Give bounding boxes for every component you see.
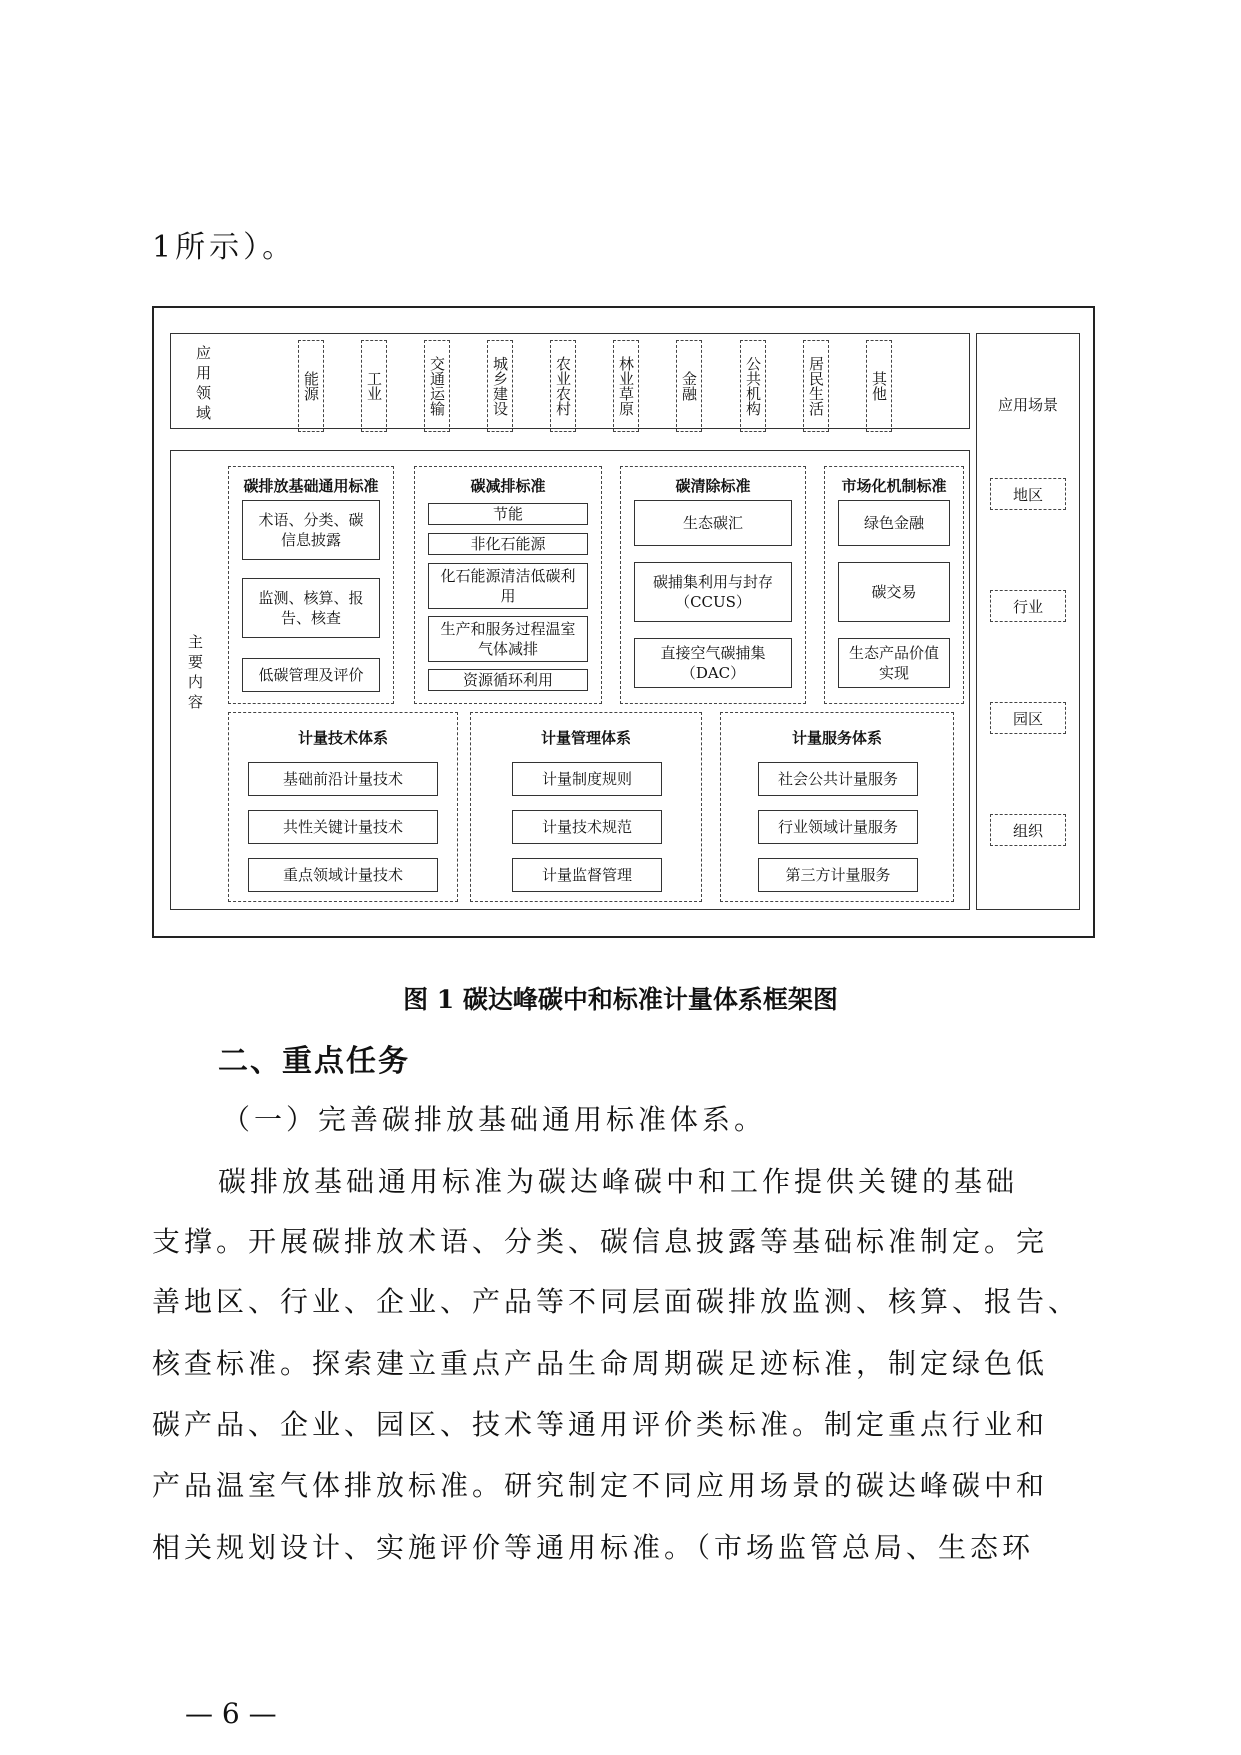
domain-item: 工业	[361, 340, 387, 432]
standard-category-title: 碳清除标准	[675, 476, 751, 495]
standard-item: 碳捕集利用与封存（CCUS）	[634, 562, 792, 622]
standard-item: 绿色金融	[838, 500, 950, 546]
domain-item: 农业农村	[550, 340, 576, 432]
metrology-system-title: 计量服务体系	[791, 728, 882, 747]
metrology-item: 计量监督管理	[512, 858, 662, 892]
metrology-item: 计量制度规则	[512, 762, 662, 796]
standard-item: 生产和服务过程温室气体减排	[428, 616, 588, 662]
domain-item: 金融	[676, 340, 702, 432]
scene-item: 行业	[990, 590, 1066, 622]
standard-item: 生态碳汇	[634, 500, 792, 546]
body-text-line: 相关规划设计、实施评价等通用标准。（市场监管总局、生态环	[152, 1531, 1035, 1564]
metrology-item: 计量技术规范	[512, 810, 662, 844]
application-scene-title: 应用场景	[997, 395, 1058, 414]
subsection-heading: （一）完善碳排放基础通用标准体系。	[222, 1103, 767, 1136]
main-content-label: 主要内容	[188, 633, 204, 711]
domain-item: 能源	[298, 340, 324, 432]
standard-item: 监测、核算、报告、核查	[242, 578, 380, 638]
metrology-system-title: 计量技术体系	[297, 728, 388, 747]
paragraph-continuation: 1所示）。	[152, 230, 297, 265]
domain-item: 林业草原	[613, 340, 639, 432]
metrology-item: 社会公共计量服务	[758, 762, 918, 796]
standard-item: 资源循环利用	[428, 669, 588, 691]
standard-item: 生态产品价值实现	[838, 638, 950, 688]
metrology-item: 共性关键计量技术	[248, 810, 438, 844]
metrology-item: 重点领域计量技术	[248, 858, 438, 892]
domain-item: 交通运输	[424, 340, 450, 432]
body-text-line: 善地区、行业、企业、产品等不同层面碳排放监测、核算、报告、	[152, 1285, 1081, 1318]
page-number: — 6 —	[185, 1697, 277, 1730]
standard-item: 直接空气碳捕集（DAC）	[634, 638, 792, 688]
body-text-line: 碳排放基础通用标准为碳达峰碳中和工作提供关键的基础	[218, 1165, 1019, 1198]
standard-item: 低碳管理及评价	[242, 658, 380, 692]
standard-item: 化石能源清洁低碳利用	[428, 563, 588, 609]
section-heading: 二、重点任务	[218, 1044, 410, 1079]
standard-item: 非化石能源	[428, 533, 588, 555]
domain-item: 公共机构	[740, 340, 766, 432]
standard-item: 碳交易	[838, 562, 950, 622]
domain-item: 城乡建设	[487, 340, 513, 432]
standard-category-title: 碳排放基础通用标准	[243, 476, 379, 495]
standard-item: 节能	[428, 503, 588, 525]
metrology-system-title: 计量管理体系	[540, 728, 631, 747]
standard-category-title: 碳减排标准	[470, 476, 546, 495]
standard-item: 术语、分类、碳信息披露	[242, 500, 380, 560]
application-domain-label: 应用领域	[196, 344, 212, 422]
body-text-line: 碳产品、企业、园区、技术等通用评价类标准。制定重点行业和	[152, 1408, 1049, 1441]
figure-caption: 图 1 碳达峰碳中和标准计量体系框架图	[403, 985, 838, 1014]
body-text-line: 产品温室气体排放标准。研究制定不同应用场景的碳达峰碳中和	[152, 1469, 1049, 1502]
scene-item: 地区	[990, 478, 1066, 510]
body-text-line: 支撑。开展碳排放术语、分类、碳信息披露等基础标准制定。完	[152, 1225, 1049, 1258]
scene-item: 组织	[990, 814, 1066, 846]
metrology-item: 基础前沿计量技术	[248, 762, 438, 796]
standard-category-title: 市场化机制标准	[841, 476, 947, 495]
domain-item: 居民生活	[803, 340, 829, 432]
scene-item: 园区	[990, 702, 1066, 734]
body-text-line: 核查标准。探索建立重点产品生命周期碳足迹标准，制定绿色低	[152, 1347, 1049, 1380]
metrology-item: 第三方计量服务	[758, 858, 918, 892]
metrology-item: 行业领域计量服务	[758, 810, 918, 844]
domain-item: 其他	[866, 340, 892, 432]
